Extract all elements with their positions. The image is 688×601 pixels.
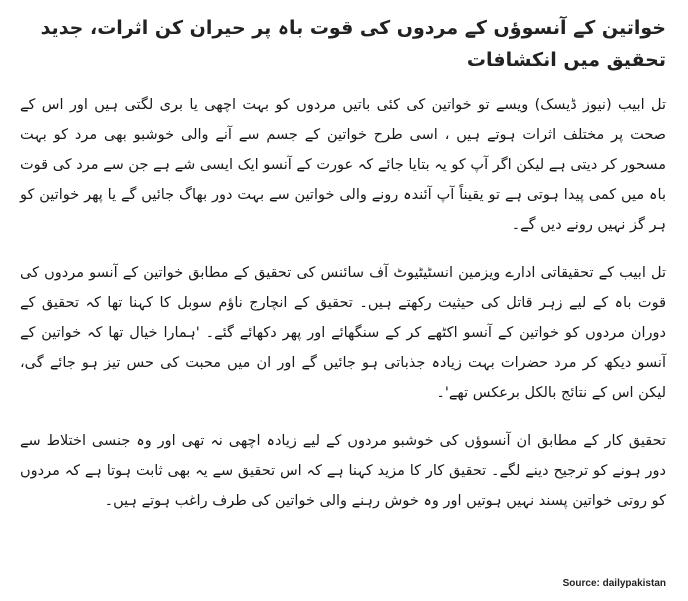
- article-paragraph-1: تل ابیب (نیوز ڈیسک) ویسے تو خواتین کی کئی باتیں مردوں کو بہت اچھی یا بری لگتی ہیں اور اس کے صحت پر مختلف اثرات ہوتے ہیں ، اسی طرح خواتین کے جسم سے آنے والی خوشبو بھی مرد کو بہت مسحور کر دیتی ہے لیکن اگر آپ کو یہ بتایا جائے کہ عورت کے آنسو ایک ایسی شے ہے جن سے مرد کی قوت باہ میں کمی پیدا ہوتی ہے تو یقیناً آپ آئندہ رونے والی خواتین سے بہت دور بھاگ جائیں گے یا پھر خواتین کو ہر گز نہیں رونے دیں گے۔: [20, 97, 666, 233]
- source-credit: Source: dailypakistan: [562, 578, 666, 589]
- article-paragraph-2: تل ابیب کے تحقیقاتی ادارے ویزمین انسٹیٹیوٹ آف سائنس کی تحقیق کے مطابق خواتین کے آنسو مردوں کی قوت باہ کے لیے زہر قاتل کی حیثیت رکھتے ہیں۔ تحقیق کے انچارج ناؤم سوبل کا کہنا تھا کہ تحقیق کے دوران مردوں کو خواتین کے آنسو اکٹھے کر کے سنگھائے اور پھر دکھائے گئے۔ 'ہمارا خیال تھا کہ خواتین کے آنسو دیکھ کر مرد حضرات بہت زیادہ جذباتی ہو جائیں گے اور ان میں محبت کی حس تیز ہو جائے گی، لیکن اس کے نتائج بالکل برعکس تھے'۔: [20, 265, 666, 401]
- article-paragraph-3: تحقیق کار کے مطابق ان آنسوؤں کی خوشبو مردوں کے لیے زیادہ اچھی نہ تھی اور وہ جنسی اختلاط سے دور ہونے کو ترجیح دینے لگے۔ تحقیق کار کا مزید کہنا ہے کہ اس تحقیق سے یہ بھی ثابت ہوتا ہے کہ مردوں کو روتی خواتین پسند نہیں ہوتیں اور وہ خوش رہنے والی خواتین کی طرف راغب ہوتے ہیں۔: [20, 433, 666, 509]
- article-headline: خواتین کے آنسوؤں کے مردوں کی قوت باہ پر حیران کن اثرات، جدید تحقیق میں انکشافات: [40, 17, 666, 71]
